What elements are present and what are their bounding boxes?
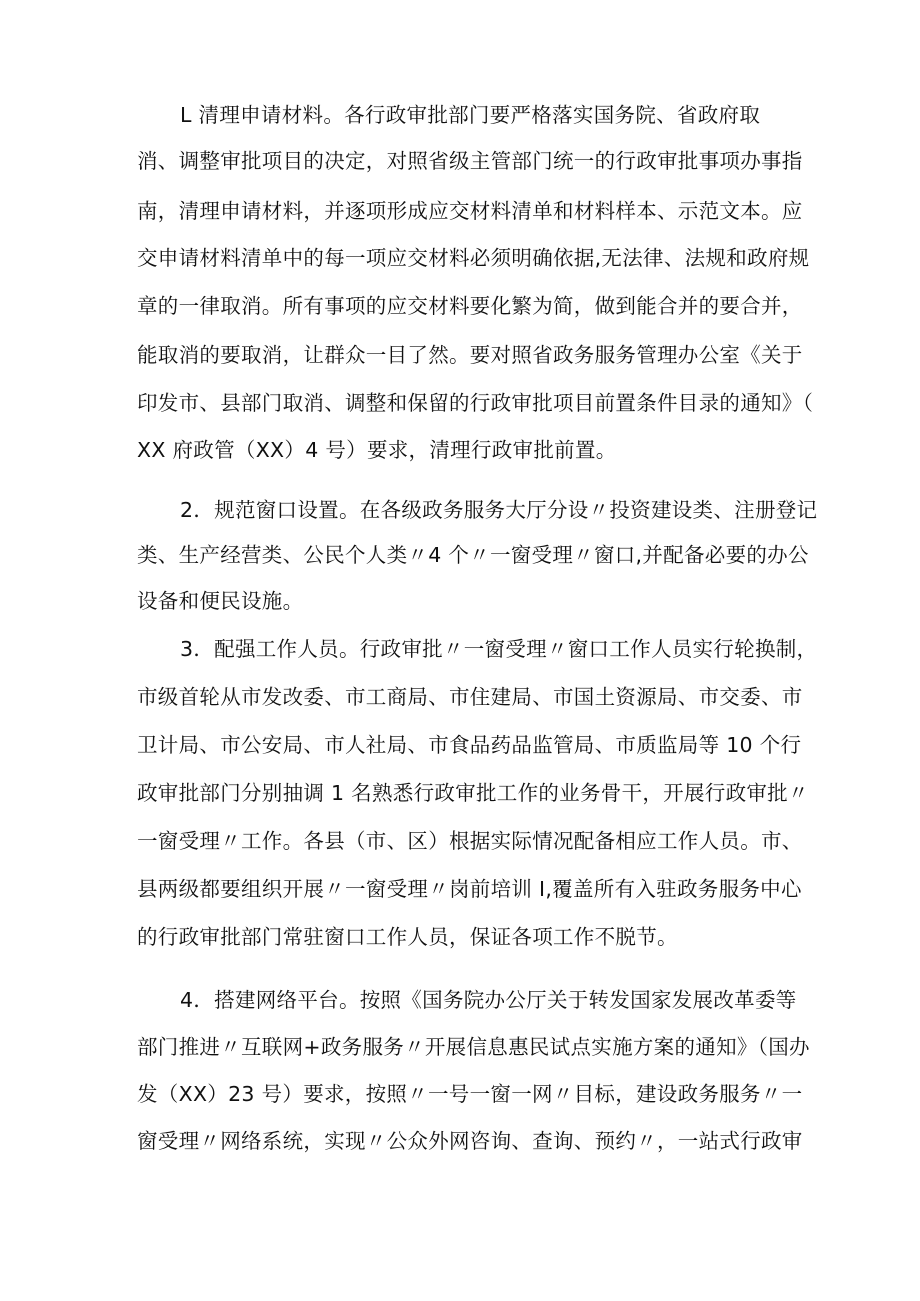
paragraph-2-line: 类、生产经营类、公民个人类〃4 个〃一窗受理〃窗口,并配备必要的办公 — [137, 543, 809, 567]
paragraph-3-line: 卫计局、市公安局、市人社局、市食品药品监管局、市质监局等 10 个行 — [137, 733, 802, 757]
paragraph-2-line: 2．规范窗口设置。在各级政务服务大厅分设〃投资建设类、注册登记 — [180, 498, 818, 522]
paragraph-3-line: 3．配强工作人员。行政审批〃一窗受理〃窗口工作人员实行轮换制， — [180, 637, 818, 661]
paragraph-1-line: 印发市、县部门取消、调整和保留的行政审批项目前置条件目录的通知》（ — [137, 391, 814, 415]
paragraph-3-line: 一窗受理〃工作。各县（市、区）根据实际情况配备相应工作人员。市、 — [137, 829, 803, 853]
paragraph-1-line: XX 府政管（XX）4 号）要求，清理行政审批前置。 — [137, 438, 617, 462]
paragraph-1-line: 能取消的要取消，让群众一目了然。要对照省政务服务管理办公室《关于 — [137, 343, 803, 367]
paragraph-2-line: 设备和便民设施。 — [137, 589, 304, 613]
paragraph-1-line: 章的一律取消。所有事项的应交材料要化繁为简，做到能合并的要合并， — [137, 294, 803, 318]
paragraph-4-line: 4．搭建网络平台。按照《国务院办公厅关于转发国家发展改革委等 — [180, 988, 797, 1012]
paragraph-3-line: 的行政审批部门常驻窗口工作人员，保证各项工作不脱节。 — [137, 925, 678, 949]
paragraph-1-line: 交申请材料清单中的每一项应交材料必须明确依据,无法律、法规和政府规 — [137, 246, 810, 270]
paragraph-1-line: 消、调整审批项目的决定，对照省级主管部门统一的行政审批事项办事指 — [137, 149, 803, 173]
paragraph-3-line: 政审批部门分别抽调 1 名熟悉行政审批工作的业务骨干，开展行政审批〃 — [137, 781, 809, 805]
paragraph-3-line: 县两级都要组织开展〃一窗受理〃岗前培训 I,覆盖所有入驻政务服务中心 — [137, 877, 802, 901]
paragraph-1-line: 南，清理申请材料，并逐项形成应交材料清单和材料样本、示范文本。应 — [137, 199, 803, 223]
paragraph-4-line: 窗受理〃网络系统，实现〃公众外网咨询、查询、预约〃，一站式行政审 — [137, 1129, 803, 1153]
paragraph-4-line: 发（XX）23 号）要求，按照〃一号一窗一网〃目标，建设政务服务〃一 — [137, 1082, 803, 1106]
paragraph-3-line: 市级首轮从市发改委、市工商局、市住建局、市国土资源局、市交委、市 — [137, 685, 803, 709]
paragraph-1-line: L 清理申请材料。各行政审批部门要严格落实国务院、省政府取 — [180, 103, 761, 127]
paragraph-4-line: 部门推进〃互联网+政务服务〃开展信息惠民试点实施方案的通知》（国办 — [137, 1035, 810, 1059]
